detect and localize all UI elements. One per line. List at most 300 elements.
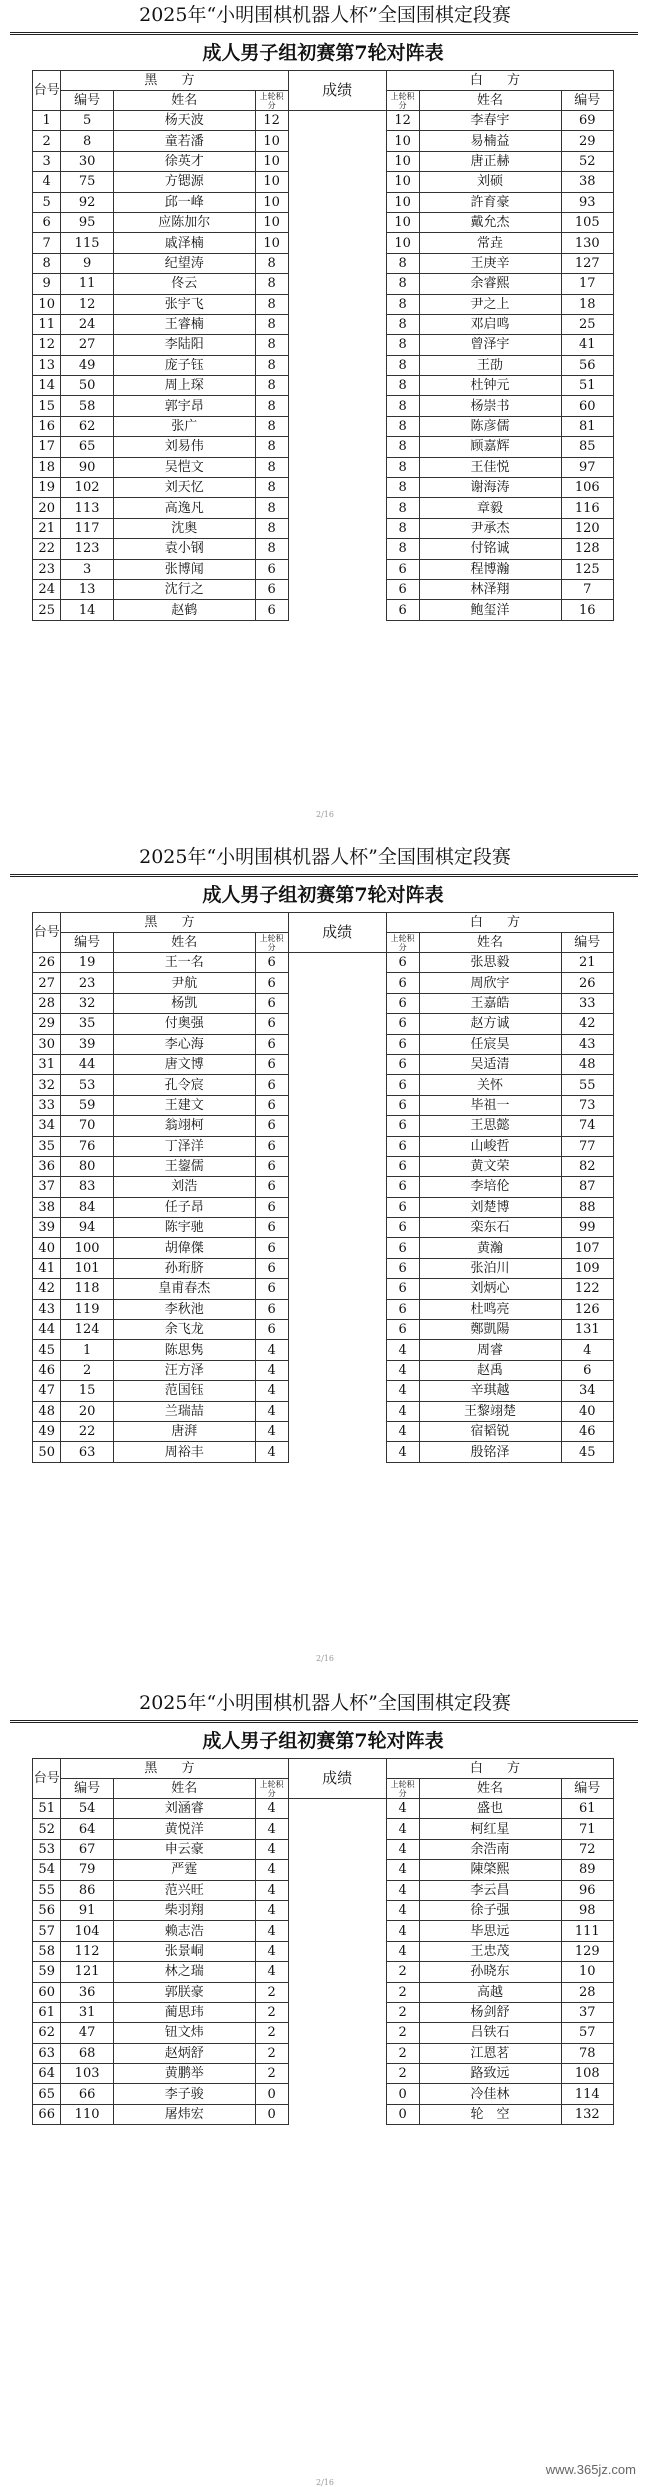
board-number: 34 [33, 1116, 61, 1136]
result-cell [288, 2084, 386, 2104]
white-player-number: 48 [561, 1054, 614, 1074]
pairing-row [33, 1962, 614, 1982]
white-player-name: 王忠茂 [419, 1941, 561, 1961]
black-player-number: 101 [61, 1258, 113, 1278]
white-player-name: 杜鸣亮 [419, 1299, 561, 1319]
black-prev-points: 10 [255, 212, 288, 232]
board-number: 7 [33, 233, 61, 253]
board-number: 11 [33, 314, 61, 334]
black-player-name: 庞子钰 [113, 355, 255, 375]
result-cell [288, 457, 386, 477]
board-number: 42 [33, 1279, 61, 1299]
black-number-header: 编号 [61, 1779, 113, 1799]
white-prev-points: 8 [386, 457, 419, 477]
white-prev-points: 6 [386, 1014, 419, 1034]
pairing-row [33, 1381, 614, 1401]
result-cell [288, 1442, 386, 1462]
white-player-name: 王佳悦 [419, 457, 561, 477]
result-header: 成绩 [288, 71, 386, 111]
board-number: 32 [33, 1075, 61, 1095]
white-prev-points: 10 [386, 212, 419, 232]
black-player-name: 王建文 [113, 1095, 255, 1115]
white-player-name: 王嘉皓 [419, 993, 561, 1013]
black-prev-points: 6 [255, 1218, 288, 1238]
black-prev-points: 12 [255, 111, 288, 131]
white-player-name: 付铭诚 [419, 539, 561, 559]
black-player-name: 林之瑞 [113, 1962, 255, 1982]
result-cell [288, 1197, 386, 1217]
white-player-name: 刘楚博 [419, 1197, 561, 1217]
white-prev-points: 8 [386, 437, 419, 457]
white-player-number: 21 [561, 953, 614, 973]
white-player-name: 张泊川 [419, 1258, 561, 1278]
black-prev-points: 4 [255, 1360, 288, 1380]
black-player-number: 84 [61, 1197, 113, 1217]
black-player-name: 唐湃 [113, 1421, 255, 1441]
white-prev-points: 4 [386, 1819, 419, 1839]
white-player-number: 7 [561, 579, 614, 599]
white-prev-points: 10 [386, 172, 419, 192]
pairing-row [33, 233, 614, 253]
black-prev-points: 8 [255, 498, 288, 518]
pairing-row [33, 1014, 614, 1034]
board-number: 15 [33, 396, 61, 416]
result-cell [288, 1238, 386, 1258]
result-cell [288, 1900, 386, 1920]
white-prev-points: 6 [386, 1299, 419, 1319]
black-player-number: 121 [61, 1962, 113, 1982]
white-player-number: 127 [561, 253, 614, 273]
event-title: 2025年“小明围棋机器人杯”全国围棋定段赛 [139, 1692, 511, 1714]
board-number: 52 [33, 1819, 61, 1839]
white-player-name: 黄文荣 [419, 1156, 561, 1176]
white-number-header: 编号 [561, 91, 614, 111]
pairing-row [33, 539, 614, 559]
white-player-number: 6 [561, 1360, 614, 1380]
pairing-row [33, 253, 614, 273]
white-player-name: 盛也 [419, 1799, 561, 1819]
white-player-name: 王庚辛 [419, 253, 561, 273]
white-prev-points: 4 [386, 1900, 419, 1920]
result-cell [288, 1258, 386, 1278]
white-player-name: 鄭凱陽 [419, 1320, 561, 1340]
result-cell [288, 539, 386, 559]
white-player-name: 邓启鸣 [419, 314, 561, 334]
black-player-name: 屠炜宏 [113, 2104, 255, 2124]
white-player-number: 111 [561, 1921, 614, 1941]
white-player-name: 江恩茗 [419, 2043, 561, 2063]
board-number: 22 [33, 539, 61, 559]
black-player-name: 周上琛 [113, 376, 255, 396]
white-player-number: 72 [561, 1839, 614, 1859]
white-player-number: 33 [561, 993, 614, 1013]
white-prev-points: 0 [386, 2084, 419, 2104]
white-side-header: 白 方 [386, 1759, 613, 1779]
board-number: 37 [33, 1177, 61, 1197]
white-prev-points: 12 [386, 111, 419, 131]
black-player-name: 李子骏 [113, 2084, 255, 2104]
black-player-name: 李心海 [113, 1034, 255, 1054]
pairing-row [33, 355, 614, 375]
white-player-name: 赵禹 [419, 1360, 561, 1380]
black-player-number: 62 [61, 416, 113, 436]
black-player-name: 高逸凡 [113, 498, 255, 518]
black-player-name: 佟云 [113, 274, 255, 294]
board-number: 41 [33, 1258, 61, 1278]
black-player-number: 47 [61, 2023, 113, 2043]
black-prev-points: 4 [255, 1819, 288, 1839]
white-player-number: 106 [561, 478, 614, 498]
black-points-header: 上轮积分 [255, 1779, 288, 1799]
pairing-row [33, 1921, 614, 1941]
white-player-name: 刘炳心 [419, 1279, 561, 1299]
black-prev-points: 4 [255, 1401, 288, 1421]
white-player-name: 李培伦 [419, 1177, 561, 1197]
watermark: www.365jz.com [545, 2462, 636, 2477]
board-number: 53 [33, 1839, 61, 1859]
black-player-number: 54 [61, 1799, 113, 1819]
black-player-name: 蔺思玮 [113, 2002, 255, 2022]
white-prev-points: 6 [386, 1095, 419, 1115]
white-player-number: 105 [561, 212, 614, 232]
black-player-number: 23 [61, 973, 113, 993]
black-player-number: 123 [61, 539, 113, 559]
pairing-row [33, 1819, 614, 1839]
board-number: 59 [33, 1962, 61, 1982]
black-player-number: 3 [61, 559, 113, 579]
result-cell [288, 600, 386, 620]
black-side-header: 黑 方 [61, 71, 288, 91]
board-number: 57 [33, 1921, 61, 1941]
pairing-row [33, 1982, 614, 2002]
pairing-row [33, 498, 614, 518]
white-player-number: 37 [561, 2002, 614, 2022]
black-prev-points: 0 [255, 2104, 288, 2124]
white-player-number: 129 [561, 1941, 614, 1961]
result-cell [288, 478, 386, 498]
black-prev-points: 10 [255, 172, 288, 192]
board-number: 54 [33, 1860, 61, 1880]
black-player-name: 张景峒 [113, 1941, 255, 1961]
black-player-number: 104 [61, 1921, 113, 1941]
black-player-number: 1 [61, 1340, 113, 1360]
black-player-name: 王鋆儒 [113, 1156, 255, 1176]
pairing-row [33, 111, 614, 131]
white-player-name: 刘硕 [419, 172, 561, 192]
black-player-name: 孔令宸 [113, 1075, 255, 1095]
divider [10, 874, 638, 877]
pairing-row [33, 600, 614, 620]
black-player-number: 91 [61, 1900, 113, 1920]
white-name-header: 姓名 [419, 933, 561, 953]
black-prev-points: 6 [255, 973, 288, 993]
white-player-number: 128 [561, 539, 614, 559]
white-prev-points: 8 [386, 314, 419, 334]
board-number: 30 [33, 1034, 61, 1054]
white-prev-points: 6 [386, 953, 419, 973]
black-player-name: 黄鹏举 [113, 2064, 255, 2084]
black-player-number: 59 [61, 1095, 113, 1115]
white-player-name: 常垚 [419, 233, 561, 253]
result-cell [288, 1320, 386, 1340]
black-prev-points: 10 [255, 233, 288, 253]
result-cell [288, 1218, 386, 1238]
event-title: 2025年“小明围棋机器人杯”全国围棋定段赛 [139, 4, 511, 26]
pairing-row [33, 559, 614, 579]
white-player-number: 126 [561, 1299, 614, 1319]
white-player-number: 125 [561, 559, 614, 579]
table-title: 成人男子组初赛第7轮对阵表 [202, 42, 444, 64]
result-cell [288, 233, 386, 253]
result-cell [288, 274, 386, 294]
white-prev-points: 2 [386, 2002, 419, 2022]
white-player-number: 116 [561, 498, 614, 518]
white-player-number: 89 [561, 1860, 614, 1880]
pairing-row [33, 579, 614, 599]
board-number: 21 [33, 518, 61, 538]
pairing-row [33, 416, 614, 436]
white-prev-points: 4 [386, 1442, 419, 1462]
white-player-name: 章毅 [419, 498, 561, 518]
black-player-number: 103 [61, 2064, 113, 2084]
board-number: 6 [33, 212, 61, 232]
white-player-number: 4 [561, 1340, 614, 1360]
board-number: 49 [33, 1421, 61, 1441]
black-player-name: 柴羽翔 [113, 1900, 255, 1920]
result-cell [288, 1279, 386, 1299]
white-player-number: 78 [561, 2043, 614, 2063]
pairing-row [33, 2043, 614, 2063]
black-prev-points: 0 [255, 2084, 288, 2104]
white-player-number: 25 [561, 314, 614, 334]
white-prev-points: 6 [386, 600, 419, 620]
white-player-number: 82 [561, 1156, 614, 1176]
black-player-number: 65 [61, 437, 113, 457]
white-player-name: 柯红星 [419, 1819, 561, 1839]
black-player-number: 14 [61, 600, 113, 620]
pairing-row [33, 151, 614, 171]
white-player-name: 孙晓东 [419, 1962, 561, 1982]
white-player-number: 97 [561, 457, 614, 477]
pairing-row [33, 1156, 614, 1176]
black-player-name: 童若潘 [113, 131, 255, 151]
result-cell [288, 993, 386, 1013]
board-number: 24 [33, 579, 61, 599]
result-cell [288, 253, 386, 273]
board-number: 50 [33, 1442, 61, 1462]
white-prev-points: 8 [386, 416, 419, 436]
black-prev-points: 2 [255, 2043, 288, 2063]
white-player-name: 戴允杰 [419, 212, 561, 232]
board-number: 66 [33, 2104, 61, 2124]
black-player-name: 刘易伟 [113, 437, 255, 457]
pairing-row [33, 518, 614, 538]
black-player-number: 36 [61, 1982, 113, 2002]
black-player-name: 邱一峰 [113, 192, 255, 212]
white-player-name: 鲍玺洋 [419, 600, 561, 620]
white-prev-points: 6 [386, 1320, 419, 1340]
white-prev-points: 2 [386, 1982, 419, 2002]
black-player-number: 39 [61, 1034, 113, 1054]
black-prev-points: 10 [255, 192, 288, 212]
black-prev-points: 8 [255, 253, 288, 273]
white-player-name: 吕铁石 [419, 2023, 561, 2043]
white-player-number: 34 [561, 1381, 614, 1401]
white-player-name: 余睿熙 [419, 274, 561, 294]
black-prev-points: 10 [255, 131, 288, 151]
board-number: 43 [33, 1299, 61, 1319]
black-prev-points: 6 [255, 1299, 288, 1319]
black-player-number: 83 [61, 1177, 113, 1197]
black-prev-points: 8 [255, 457, 288, 477]
white-player-name: 毕祖一 [419, 1095, 561, 1115]
black-player-name: 赵鹤 [113, 600, 255, 620]
white-points-header: 上轮积分 [386, 91, 419, 111]
white-prev-points: 8 [386, 498, 419, 518]
black-player-number: 20 [61, 1401, 113, 1421]
pairing-row [33, 2064, 614, 2084]
black-player-name: 范兴旺 [113, 1880, 255, 1900]
white-player-name: 林泽翔 [419, 579, 561, 599]
white-player-number: 96 [561, 1880, 614, 1900]
black-player-number: 5 [61, 111, 113, 131]
black-player-name: 吴恺文 [113, 457, 255, 477]
white-prev-points: 8 [386, 274, 419, 294]
black-player-name: 严霆 [113, 1860, 255, 1880]
result-cell [288, 376, 386, 396]
pairing-row [33, 1299, 614, 1319]
result-cell [288, 518, 386, 538]
black-player-name: 李陆阳 [113, 335, 255, 355]
board-number: 19 [33, 478, 61, 498]
white-prev-points: 6 [386, 1136, 419, 1156]
black-prev-points: 6 [255, 1177, 288, 1197]
white-player-number: 10 [561, 1962, 614, 1982]
black-prev-points: 6 [255, 1279, 288, 1299]
black-prev-points: 4 [255, 1839, 288, 1859]
board-number: 12 [33, 335, 61, 355]
black-player-number: 67 [61, 1839, 113, 1859]
white-prev-points: 6 [386, 1054, 419, 1074]
black-player-number: 124 [61, 1320, 113, 1340]
result-cell [288, 1381, 386, 1401]
result-cell [288, 1982, 386, 2002]
white-player-name: 毕思远 [419, 1921, 561, 1941]
divider [10, 32, 638, 35]
white-player-name: 王思懿 [419, 1116, 561, 1136]
pairing-row [33, 1197, 614, 1217]
result-cell [288, 355, 386, 375]
black-player-number: 8 [61, 131, 113, 151]
black-prev-points: 4 [255, 1340, 288, 1360]
result-cell [288, 1014, 386, 1034]
white-prev-points: 4 [386, 1921, 419, 1941]
black-player-number: 53 [61, 1075, 113, 1095]
white-player-name: 許育豪 [419, 192, 561, 212]
white-prev-points: 8 [386, 539, 419, 559]
white-prev-points: 6 [386, 559, 419, 579]
black-player-number: 112 [61, 1941, 113, 1961]
pairing-row [33, 1799, 614, 1819]
result-cell [288, 2064, 386, 2084]
white-player-number: 40 [561, 1401, 614, 1421]
board-number: 29 [33, 1014, 61, 1034]
pairing-row [33, 1238, 614, 1258]
black-player-number: 24 [61, 314, 113, 334]
white-player-name: 路致远 [419, 2064, 561, 2084]
black-prev-points: 6 [255, 1014, 288, 1034]
pairing-row [33, 993, 614, 1013]
black-prev-points: 6 [255, 559, 288, 579]
board-number: 25 [33, 600, 61, 620]
black-player-number: 94 [61, 1218, 113, 1238]
board-number: 17 [33, 437, 61, 457]
result-cell [288, 1819, 386, 1839]
white-player-number: 98 [561, 1900, 614, 1920]
black-points-header: 上轮积分 [255, 91, 288, 111]
black-player-name: 黄悦洋 [113, 1819, 255, 1839]
board-header: 台号 [33, 913, 61, 953]
black-player-name: 郭朕豪 [113, 1982, 255, 2002]
black-player-number: 117 [61, 518, 113, 538]
white-player-name: 杨崇书 [419, 396, 561, 416]
board-number: 51 [33, 1799, 61, 1819]
pairing-table [32, 70, 614, 621]
white-prev-points: 4 [386, 1880, 419, 1900]
white-player-number: 29 [561, 131, 614, 151]
result-cell [288, 1799, 386, 1819]
white-prev-points: 8 [386, 294, 419, 314]
white-side-header: 白 方 [386, 71, 613, 91]
black-prev-points: 8 [255, 539, 288, 559]
white-player-number: 18 [561, 294, 614, 314]
black-player-number: 86 [61, 1880, 113, 1900]
white-player-number: 56 [561, 355, 614, 375]
white-prev-points: 6 [386, 1258, 419, 1278]
result-cell [288, 1340, 386, 1360]
black-prev-points: 8 [255, 396, 288, 416]
white-player-number: 87 [561, 1177, 614, 1197]
black-player-number: 100 [61, 1238, 113, 1258]
black-prev-points: 8 [255, 335, 288, 355]
black-prev-points: 2 [255, 2064, 288, 2084]
white-player-number: 61 [561, 1799, 614, 1819]
black-player-number: 68 [61, 2043, 113, 2063]
board-number: 2 [33, 131, 61, 151]
black-player-number: 30 [61, 151, 113, 171]
result-cell [288, 1962, 386, 1982]
white-player-number: 132 [561, 2104, 614, 2124]
black-player-name: 赵炳舒 [113, 2043, 255, 2063]
white-prev-points: 8 [386, 396, 419, 416]
pairing-row [33, 457, 614, 477]
result-cell [288, 498, 386, 518]
white-player-name: 黄瀚 [419, 1238, 561, 1258]
black-prev-points: 2 [255, 2002, 288, 2022]
white-player-number: 122 [561, 1279, 614, 1299]
pairing-row [33, 1900, 614, 1920]
board-number: 14 [33, 376, 61, 396]
pairing-row [33, 314, 614, 334]
board-number: 5 [33, 192, 61, 212]
black-player-number: 32 [61, 993, 113, 1013]
white-prev-points: 6 [386, 1075, 419, 1095]
board-number: 38 [33, 1197, 61, 1217]
white-prev-points: 8 [386, 478, 419, 498]
result-cell [288, 1839, 386, 1859]
white-number-header: 编号 [561, 933, 614, 953]
board-number: 10 [33, 294, 61, 314]
